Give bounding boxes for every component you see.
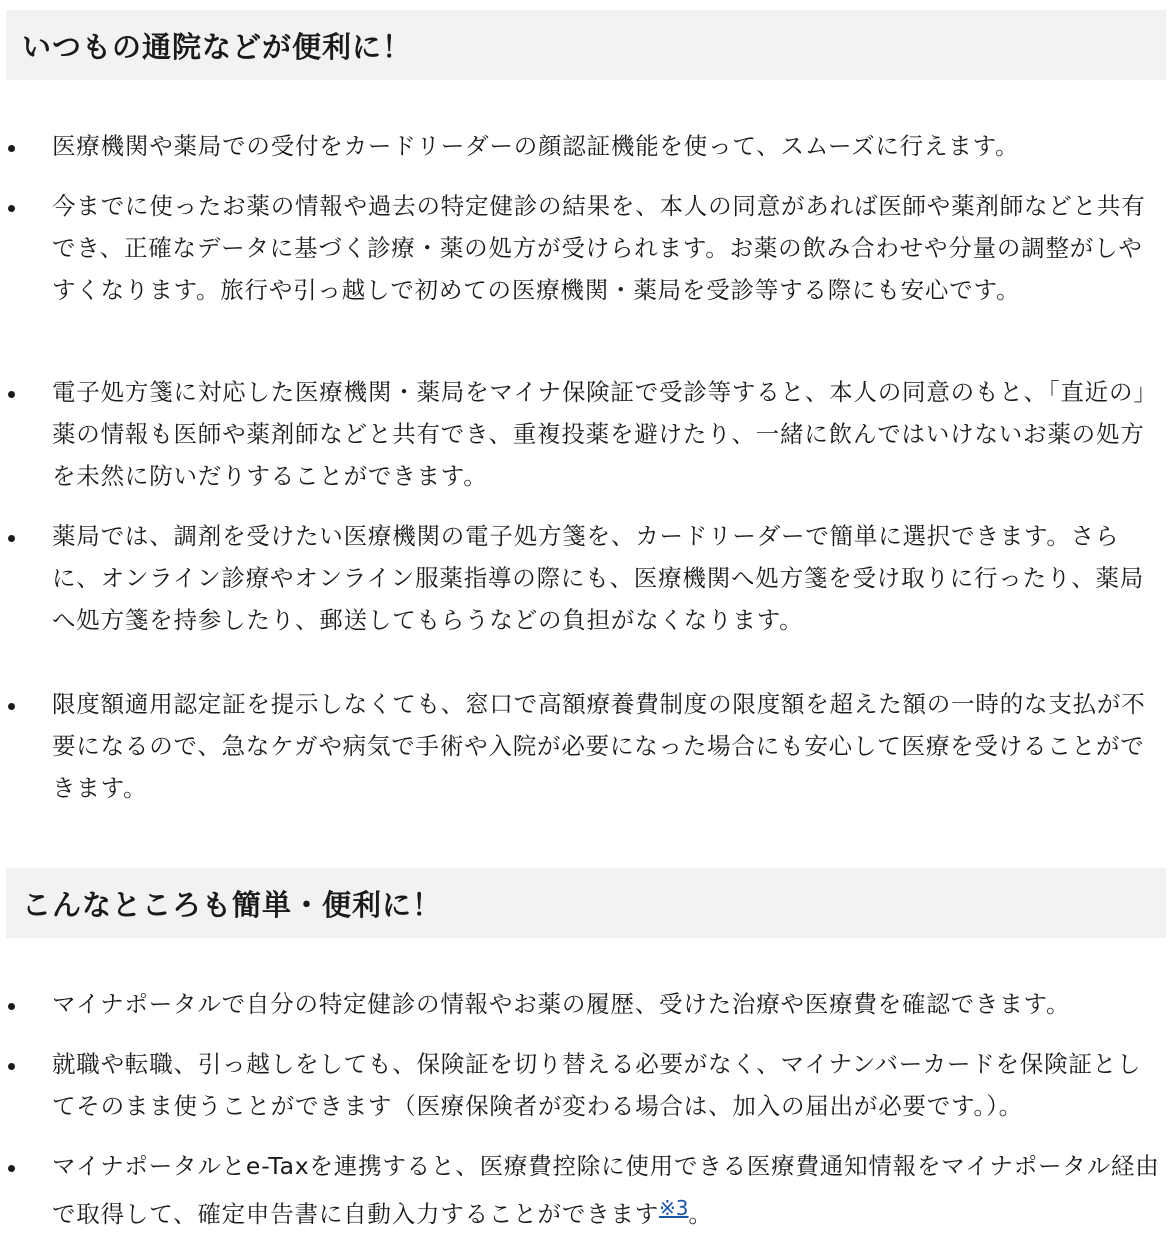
footnote-3-link[interactable]: ※3: [659, 1196, 689, 1220]
bullet-icon: [8, 1003, 15, 1010]
bullet-icon: [8, 1165, 15, 1172]
list-item-text-tail: 。: [688, 1200, 713, 1228]
list-item-text: マイナポータルで自分の特定健診の情報やお薬の履歴、受けた治療や医療費を確認できます。: [52, 990, 1071, 1018]
bullet-icon: [8, 703, 15, 710]
section-heading-convenience: こんなところも簡単・便利に！: [6, 868, 1166, 938]
bullet-icon: [8, 205, 15, 212]
list-item-text: 薬局では、調剤を受けたい医療機関の電子処方箋を、カードリーダーで簡単に選択できます。さらに、オンライン診療やオンライン服薬指導の際にも、医療機関へ処方箋を受け取りに行ったり、薬局へ処方箋を持参したり、郵送してもらうなどの負担がなくなります。: [52, 522, 1145, 634]
list-item-text-body: マイナポータルとe-Taxを連携すると、医療費控除に使用できる医療費通知情報をマイナポータル経由で取得して、確定申告書に自動入力することができます: [52, 1152, 1160, 1228]
bullet-icon: [8, 145, 15, 152]
list-item-text: 電子処方箋に対応した医療機関・薬局をマイナ保険証で受診等すると、本人の同意のもと、「直近の」薬の情報も医師や薬剤師などと共有でき、重複投薬を避けたり、一緒に飲んではいけないお薬の処方を未然に防いだりすることができます。: [52, 378, 1158, 490]
bullet-icon: [8, 391, 15, 398]
list-item-text: 就職や転職、引っ越しをしても、保険証を切り替える必要がなく、マイナンバーカードを保険証としてそのまま使うことができます（医療保険者が変わる場合は、加入の届出が必要です。）。: [52, 1050, 1142, 1120]
bullet-icon: [8, 1063, 15, 1070]
list-item-text: 今までに使ったお薬の情報や過去の特定健診の結果を、本人の同意があれば医師や薬剤師などと共有でき、正確なデータに基づく診療・薬の処方が受けられます。お薬の飲み合わせや分量の調整がしやすくなります。旅行や引っ越しで初めての医療機関・薬局を受診等する際にも安心です。: [52, 192, 1146, 304]
list-item-text: 限度額適用認定証を提示しなくても、窓口で高額療養費制度の限度額を超えた額の一時的な支払が不要になるので、急なケガや病気で手術や入院が必要になった場合にも安心して医療を受けることができます。: [52, 690, 1146, 802]
list-item-text: 医療機関や薬局での受付をカードリーダーの顔認証機能を使って、スムーズに行えます。: [52, 132, 1020, 160]
bullet-icon: [8, 535, 15, 542]
section-heading-hospital-visits: いつもの通院などが便利に！: [6, 10, 1166, 80]
list-item-text: [52, 1145, 1160, 1235]
